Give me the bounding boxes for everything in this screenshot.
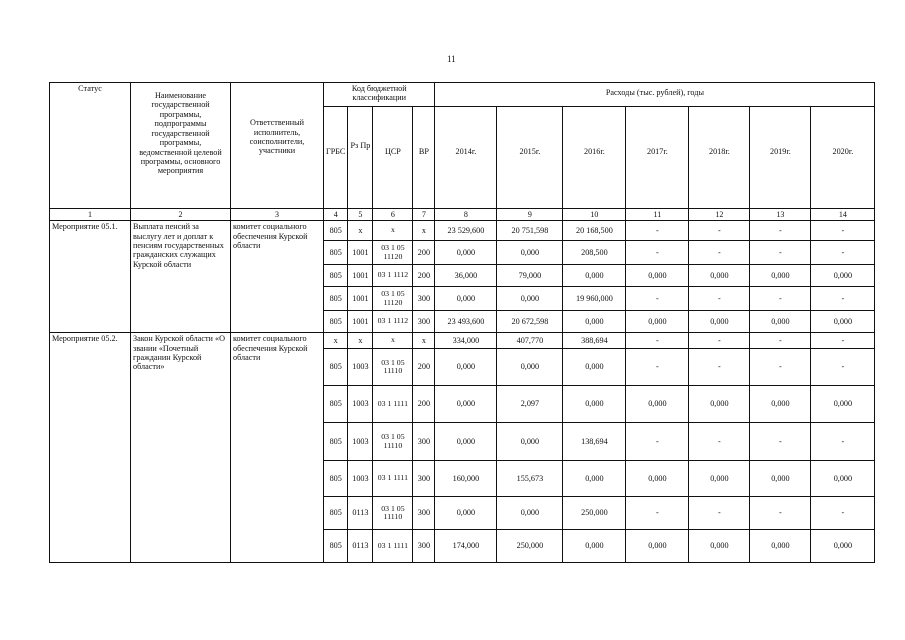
amount-cell: 0,000 <box>689 386 750 423</box>
csr-cell: 03 1 1112 <box>373 311 413 333</box>
csr-cell: х <box>373 333 413 349</box>
amount-cell: 0,000 <box>563 311 626 333</box>
vr-cell: 300 <box>413 287 435 311</box>
amount-cell: - <box>689 333 750 349</box>
amount-cell: 0,000 <box>750 461 811 497</box>
header-year: 2019г. <box>750 107 811 209</box>
grbs-cell: 805 <box>324 287 348 311</box>
rzpr-cell: х <box>348 333 373 349</box>
grbs-cell: х <box>324 333 348 349</box>
amount-cell: 0,000 <box>811 386 875 423</box>
amount-cell: 0,000 <box>811 311 875 333</box>
amount-cell: 23 493,600 <box>435 311 497 333</box>
amount-cell: 0,000 <box>811 461 875 497</box>
amount-cell: 160,000 <box>435 461 497 497</box>
name-cell: Выплата пенсий за выслугу лет и доплат к пенсиям государственных гражданских служащих Курской области <box>131 221 231 333</box>
amount-cell: - <box>689 349 750 386</box>
table-row <box>50 221 875 241</box>
amount-cell: 0,000 <box>435 287 497 311</box>
vr-cell: 300 <box>413 530 435 563</box>
amount-cell: - <box>811 497 875 530</box>
amount-cell: 0,000 <box>750 311 811 333</box>
table-body <box>50 221 875 563</box>
amount-cell: - <box>750 221 811 241</box>
amount-cell: - <box>750 497 811 530</box>
grbs-cell: 805 <box>324 265 348 287</box>
column-number: 9 <box>497 209 563 221</box>
header-budget-code: Код бюджетной классификации <box>324 83 435 107</box>
column-number: 7 <box>413 209 435 221</box>
rzpr-cell: 0113 <box>348 497 373 530</box>
csr-cell: 03 1 05 11120 <box>373 287 413 311</box>
amount-cell: 0,000 <box>626 311 689 333</box>
budget-table <box>49 82 875 563</box>
amount-cell: - <box>689 241 750 265</box>
amount-cell: 0,000 <box>563 349 626 386</box>
header-grbs: ГРБС <box>324 107 348 209</box>
table-header <box>50 83 875 221</box>
amount-cell: 20 751,598 <box>497 221 563 241</box>
rzpr-cell: 1001 <box>348 311 373 333</box>
vr-cell: 300 <box>413 497 435 530</box>
amount-cell: 138,694 <box>563 423 626 461</box>
column-number: 14 <box>811 209 875 221</box>
amount-cell: 155,673 <box>497 461 563 497</box>
amount-cell: - <box>811 241 875 265</box>
amount-cell: 0,000 <box>563 461 626 497</box>
csr-cell: 03 1 1111 <box>373 386 413 423</box>
vr-cell: х <box>413 221 435 241</box>
amount-cell: - <box>811 333 875 349</box>
vr-cell: 200 <box>413 241 435 265</box>
column-number: 3 <box>231 209 324 221</box>
header-executor: Ответственный исполнитель, соисполнители, участники <box>231 83 324 209</box>
header-csr: ЦСР <box>373 107 413 209</box>
amount-cell: 0,000 <box>497 423 563 461</box>
amount-cell: 388,694 <box>563 333 626 349</box>
column-number: 10 <box>563 209 626 221</box>
vr-cell: 200 <box>413 386 435 423</box>
amount-cell: 23 529,600 <box>435 221 497 241</box>
page-number: 11 <box>447 54 456 64</box>
amount-cell: 20 168,500 <box>563 221 626 241</box>
column-number: 6 <box>373 209 413 221</box>
column-number: 12 <box>689 209 750 221</box>
amount-cell: 0,000 <box>497 287 563 311</box>
header-rzpr: Рз Пр <box>348 107 373 209</box>
amount-cell: 250,000 <box>563 497 626 530</box>
amount-cell: 0,000 <box>435 349 497 386</box>
column-number: 1 <box>50 209 131 221</box>
amount-cell: - <box>626 241 689 265</box>
amount-cell: 0,000 <box>563 386 626 423</box>
vr-cell: 300 <box>413 461 435 497</box>
amount-cell: 250,000 <box>497 530 563 563</box>
amount-cell: - <box>689 221 750 241</box>
header-vr: ВР <box>413 107 435 209</box>
amount-cell: 79,000 <box>497 265 563 287</box>
grbs-cell: 805 <box>324 530 348 563</box>
amount-cell: 0,000 <box>626 265 689 287</box>
amount-cell: 407,770 <box>497 333 563 349</box>
amount-cell: 0,000 <box>563 265 626 287</box>
csr-cell: х <box>373 221 413 241</box>
vr-cell: 300 <box>413 423 435 461</box>
csr-cell: 03 1 05 11120 <box>373 241 413 265</box>
amount-cell: 0,000 <box>626 386 689 423</box>
amount-cell: 0,000 <box>750 530 811 563</box>
rzpr-cell: 1003 <box>348 461 373 497</box>
amount-cell: 0,000 <box>750 265 811 287</box>
amount-cell: 0,000 <box>497 349 563 386</box>
csr-cell: 03 1 1111 <box>373 530 413 563</box>
column-number: 13 <box>750 209 811 221</box>
grbs-cell: 805 <box>324 497 348 530</box>
amount-cell: 0,000 <box>811 530 875 563</box>
grbs-cell: 805 <box>324 221 348 241</box>
grbs-cell: 805 <box>324 461 348 497</box>
column-number: 8 <box>435 209 497 221</box>
amount-cell: 0,000 <box>626 461 689 497</box>
amount-cell: 0,000 <box>626 530 689 563</box>
header-year: 2017г. <box>626 107 689 209</box>
vr-cell: 300 <box>413 311 435 333</box>
amount-cell: - <box>811 287 875 311</box>
amount-cell: - <box>626 423 689 461</box>
amount-cell: 19 960,000 <box>563 287 626 311</box>
amount-cell: - <box>811 221 875 241</box>
vr-cell: 200 <box>413 265 435 287</box>
column-number: 4 <box>324 209 348 221</box>
amount-cell: 0,000 <box>435 241 497 265</box>
rzpr-cell: 1003 <box>348 386 373 423</box>
amount-cell: 36,000 <box>435 265 497 287</box>
amount-cell: - <box>626 221 689 241</box>
amount-cell: 0,000 <box>435 423 497 461</box>
amount-cell: 2,097 <box>497 386 563 423</box>
csr-cell: 03 1 05 11110 <box>373 349 413 386</box>
amount-cell: 0,000 <box>435 386 497 423</box>
csr-cell: 03 1 1112 <box>373 265 413 287</box>
csr-cell: 03 1 05 11110 <box>373 497 413 530</box>
csr-cell: 03 1 05 11110 <box>373 423 413 461</box>
amount-cell: - <box>689 287 750 311</box>
amount-cell: - <box>626 497 689 530</box>
header-year: 2015г. <box>497 107 563 209</box>
amount-cell: - <box>750 423 811 461</box>
rzpr-cell: 0113 <box>348 530 373 563</box>
amount-cell: 0,000 <box>811 265 875 287</box>
grbs-cell: 805 <box>324 241 348 265</box>
amount-cell: - <box>689 423 750 461</box>
rzpr-cell: 1003 <box>348 423 373 461</box>
grbs-cell: 805 <box>324 349 348 386</box>
header-year: 2020г. <box>811 107 875 209</box>
rzpr-cell: 1001 <box>348 241 373 265</box>
amount-cell: 0,000 <box>435 497 497 530</box>
amount-cell: 208,500 <box>563 241 626 265</box>
amount-cell: - <box>626 333 689 349</box>
grbs-cell: 805 <box>324 423 348 461</box>
amount-cell: - <box>750 287 811 311</box>
amount-cell: - <box>626 349 689 386</box>
amount-cell: 0,000 <box>563 530 626 563</box>
grbs-cell: 805 <box>324 386 348 423</box>
header-year: 2016г. <box>563 107 626 209</box>
rzpr-cell: 1001 <box>348 287 373 311</box>
amount-cell: - <box>750 333 811 349</box>
amount-cell: 0,000 <box>750 386 811 423</box>
amount-cell: - <box>750 241 811 265</box>
rzpr-cell: х <box>348 221 373 241</box>
column-number: 11 <box>626 209 689 221</box>
amount-cell: 0,000 <box>689 461 750 497</box>
amount-cell: 0,000 <box>497 241 563 265</box>
amount-cell: 0,000 <box>689 311 750 333</box>
amount-cell: 0,000 <box>689 265 750 287</box>
amount-cell: - <box>689 497 750 530</box>
vr-cell: х <box>413 333 435 349</box>
name-cell: Закон Курской области «О звании «Почетный гражданин Курской области» <box>131 333 231 563</box>
amount-cell: 0,000 <box>497 497 563 530</box>
amount-cell: - <box>811 349 875 386</box>
executor-cell: комитет социального обеспечения Курской области <box>231 333 324 563</box>
column-number: 5 <box>348 209 373 221</box>
column-number: 2 <box>131 209 231 221</box>
amount-cell: 334,000 <box>435 333 497 349</box>
header-year: 2018г. <box>689 107 750 209</box>
amount-cell: 174,000 <box>435 530 497 563</box>
status-cell: Мероприятие 05.1. <box>50 221 131 333</box>
amount-cell: - <box>750 349 811 386</box>
column-numbers-row <box>50 209 875 221</box>
table-row <box>50 333 875 349</box>
vr-cell: 200 <box>413 349 435 386</box>
status-cell: Мероприятие 05.2. <box>50 333 131 563</box>
executor-cell: комитет социального обеспечения Курской области <box>231 221 324 333</box>
amount-cell: 20 672,598 <box>497 311 563 333</box>
amount-cell: - <box>626 287 689 311</box>
amount-cell: - <box>811 423 875 461</box>
header-status: Статус <box>50 83 131 209</box>
grbs-cell: 805 <box>324 311 348 333</box>
rzpr-cell: 1003 <box>348 349 373 386</box>
amount-cell: 0,000 <box>689 530 750 563</box>
header-expenses: Расходы (тыс. рублей), годы <box>435 83 875 107</box>
rzpr-cell: 1001 <box>348 265 373 287</box>
header-year: 2014г. <box>435 107 497 209</box>
header-name: Наименование государственной программы, подпрограммы государственной программы, ведомственной целевой программы, основного мероприятия <box>131 83 231 209</box>
csr-cell: 03 1 1111 <box>373 461 413 497</box>
